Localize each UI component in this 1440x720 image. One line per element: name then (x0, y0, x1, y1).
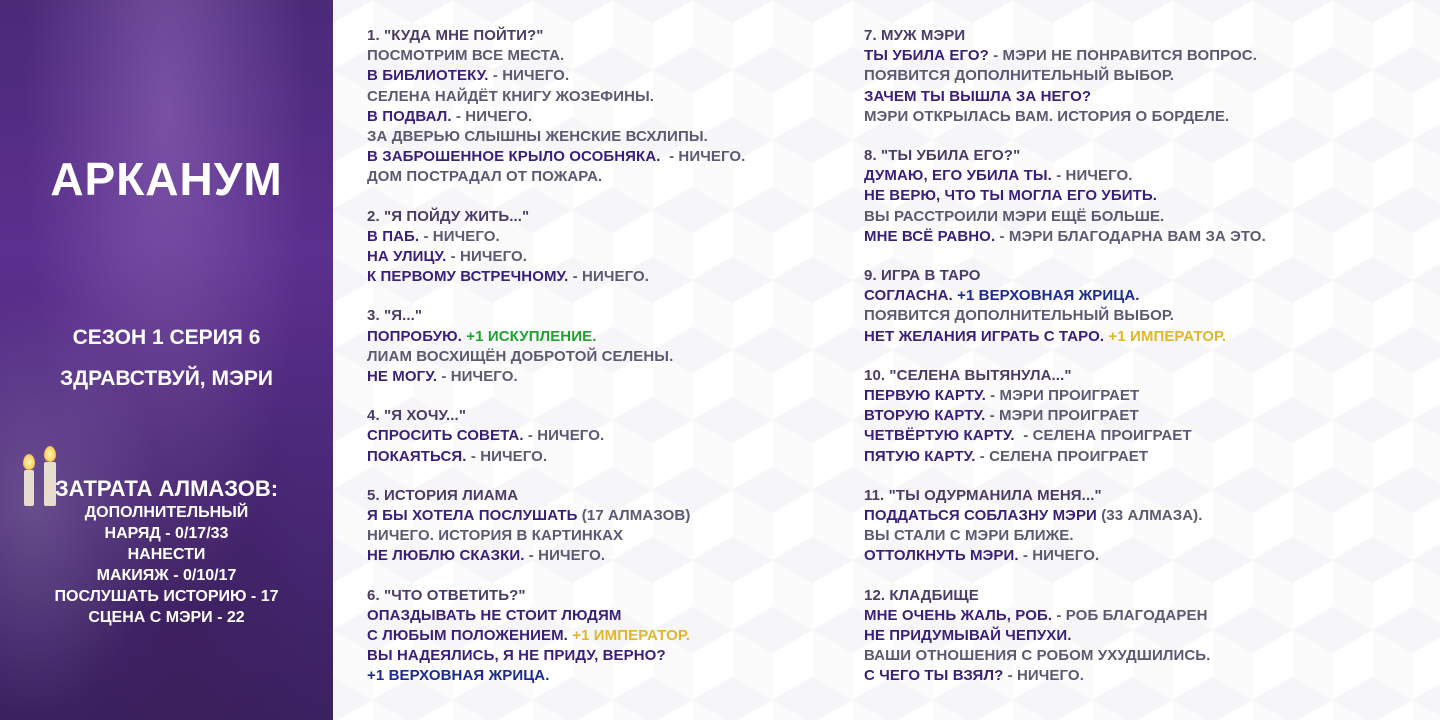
result-text: - НИЧЕГО. (568, 268, 650, 286)
choice-text: МНЕ ВСЁ РАВНО. (864, 227, 996, 245)
section-heading: 3. "Я..." (367, 307, 423, 325)
section-heading: 12. КЛАДБИЩЕ (864, 586, 979, 604)
result-text: ЗА ДВЕРЬЮ СЛЫШНЫ ЖЕНСКИЕ ВСХЛИПЫ. (367, 128, 708, 146)
section-heading: 9. ИГРА В ТАРО (864, 267, 981, 285)
result-text: - НИЧЕГО. (524, 547, 606, 565)
result-text: - НИЧЕГО. (451, 107, 533, 125)
choice-text: В ЗАБРОШЕННОЕ КРЫЛО ОСОБНЯКА. (367, 148, 661, 166)
section-12 (864, 586, 1424, 687)
choice-text: ДУМАЮ, ЕГО УБИЛА ТЫ. (864, 167, 1052, 185)
emperor-bonus: +1 ИМПЕРАТОР. (567, 627, 690, 645)
redemption-bonus: +1 ИСКУПЛЕНИЕ. (461, 327, 597, 345)
choice-text: ОПАЗДЫВАТЬ НЕ СТОИТ ЛЮДЯМ (367, 606, 622, 624)
section-heading: 2. "Я ПОЙДУ ЖИТЬ..." (367, 207, 530, 225)
season-label: СЕЗОН 1 СЕРИЯ 6 (72, 326, 261, 349)
result-text: - НИЧЕГО. (446, 248, 528, 266)
section-heading: 6. "ЧТО ОТВЕТИТЬ?" (367, 586, 526, 604)
choice-text: ПОКАЯТЬСЯ. (367, 447, 467, 465)
section-10 (864, 366, 1424, 467)
choice-text: НЕТ ЖЕЛАНИЯ ИГРАТЬ С ТАРО. (864, 327, 1105, 345)
result-text: (17 АЛМАЗОВ) (577, 507, 691, 525)
choice-text: ВТОРУЮ КАРТУ. (864, 407, 986, 425)
choice-text: СОГЛАСНА. (864, 287, 953, 305)
result-text: - НИЧЕГО. (1003, 667, 1084, 685)
result-text: ВАШИ ОТНОШЕНИЯ С РОБОМ УХУДШИЛИСЬ. (864, 647, 1211, 665)
section-heading: 4. "Я ХОЧУ..." (367, 407, 467, 425)
result-text: - НИЧЕГО. (488, 67, 570, 85)
choice-text: СПРОСИТЬ СОВЕТА. (367, 427, 524, 445)
section-9 (864, 266, 1424, 347)
result-text: ВЫ РАССТРОИЛИ МЭРИ ЕЩЁ БОЛЬШЕ. (864, 207, 1165, 225)
game-title: АРКАНУМ (50, 153, 283, 205)
section-heading: 5. ИСТОРИЯ ЛИАМА (367, 486, 519, 504)
episode-title: ЗДРАВСТВУЙ, МЭРИ (59, 367, 273, 390)
high-priestess-bonus: +1 ВЕРХОВНАЯ ЖРИЦА. (952, 287, 1140, 305)
emperor-bonus: +1 ИМПЕРАТОР. (1104, 327, 1227, 345)
section-11 (864, 486, 1424, 567)
result-text: ВЫ СТАЛИ С МЭРИ БЛИЖЕ. (864, 527, 1074, 545)
cost-line: НАНЕСТИ (127, 546, 206, 563)
high-priestess-bonus: +1 ВЕРХОВНАЯ ЖРИЦА. (367, 667, 550, 685)
section-5 (367, 486, 837, 567)
cost-line: МАКИЯЖ - 0/10/17 (96, 567, 237, 584)
result-text: - МЭРИ БЛАГОДАРНА ВАМ ЗА ЭТО. (995, 227, 1266, 245)
result-text: - НИЧЕГО. (660, 148, 746, 166)
diamond-cost-title: ЗАТРАТА АЛМАЗОВ: (54, 476, 279, 501)
result-text: - СЕЛЕНА ПРОИГРАЕТ (975, 447, 1149, 465)
choice-text: НЕ ПРИДУМЫВАЙ ЧЕПУХИ. (864, 627, 1072, 645)
choice-text: ОТТОЛКНУТЬ МЭРИ. (864, 547, 1019, 565)
choice-text: В ПАБ. (367, 227, 420, 245)
result-text: ПОЯВИТСЯ ДОПОЛНИТЕЛЬНЫЙ ВЫБОР. (864, 67, 1174, 85)
section-3 (367, 306, 837, 387)
section-heading: 10. "СЕЛЕНА ВЫТЯНУЛА..." (864, 366, 1072, 384)
cost-line: ДОПОЛНИТЕЛЬНЫЙ (84, 504, 249, 521)
cost-line: НАРЯД - 0/17/33 (104, 525, 229, 542)
section-heading: 8. "ТЫ УБИЛА ЕГО?" (864, 147, 1021, 165)
diamond-cost-block (0, 476, 333, 628)
result-text: - МЭРИ НЕ ПОНРАВИТСЯ ВОПРОС. (988, 47, 1257, 65)
section-heading: 7. МУЖ МЭРИ (864, 27, 966, 44)
choice-text: С ЛЮБЫМ ПОЛОЖЕНИЕМ. (367, 627, 568, 645)
choice-text: ПОПРОБУЮ. (367, 327, 462, 345)
result-text: СЕЛЕНА НАЙДЁТ КНИГУ ЖОЗЕФИНЫ. (367, 87, 655, 105)
result-text: - МЭРИ ПРОИГРАЕТ (985, 387, 1140, 405)
cost-line: СЦЕНА С МЭРИ - 22 (88, 609, 245, 626)
result-text: - НИЧЕГО. (1051, 167, 1133, 185)
walkthrough-panel (333, 0, 1440, 720)
choice-text: ПОДДАТЬСЯ СОБЛАЗНУ МЭРИ (864, 507, 1097, 525)
result-text: - СЕЛЕНА ПРОИГРАЕТ (1014, 427, 1192, 445)
section-1 (367, 26, 837, 188)
result-text: - НИЧЕГО. (419, 227, 500, 245)
choice-text: ЗАЧЕМ ТЫ ВЫШЛА ЗА НЕГО? (864, 87, 1092, 105)
choice-text: ВЫ НАДЕЯЛИСЬ, Я НЕ ПРИДУ, ВЕРНО? (367, 647, 666, 665)
section-heading: 11. "ТЫ ОДУРМАНИЛА МЕНЯ..." (864, 486, 1102, 504)
walkthrough-column-left (367, 26, 837, 706)
choice-text: ТЫ УБИЛА ЕГО? (864, 47, 989, 65)
result-text: - РОБ БЛАГОДАРЕН (1052, 606, 1208, 624)
choice-text: НЕ ВЕРЮ, ЧТО ТЫ МОГЛА ЕГО УБИТЬ. (864, 187, 1157, 205)
walkthrough-column-right (864, 26, 1424, 706)
choice-text: НЕ ЛЮБЛЮ СКАЗКИ. (367, 547, 525, 565)
result-text: - МЭРИ ПРОИГРАЕТ (985, 407, 1139, 425)
section-heading: 1. "КУДА МНЕ ПОЙТИ?" (367, 27, 544, 44)
section-7 (864, 26, 1424, 127)
choice-text: С ЧЕГО ТЫ ВЗЯЛ? (864, 667, 1004, 685)
result-text: (33 АЛМАЗА). (1096, 507, 1203, 525)
section-8 (864, 146, 1424, 247)
result-text: - НИЧЕГО. (1018, 547, 1100, 565)
result-text: МЭРИ ОТКРЫЛАСЬ ВАМ. ИСТОРИЯ О БОРДЕЛЕ. (864, 107, 1230, 125)
result-text: ПОСМОТРИМ ВСЕ МЕСТА. (367, 47, 565, 65)
section-2 (367, 207, 837, 288)
result-text: - НИЧЕГО. (437, 368, 518, 386)
section-4 (367, 406, 837, 467)
choice-text: В ПОДВАЛ. (367, 107, 452, 125)
choice-text: ЧЕТВЁРТУЮ КАРТУ. (864, 427, 1015, 445)
section-6 (367, 586, 837, 687)
result-text: ЛИАМ ВОСХИЩЁН ДОБРОТОЙ СЕЛЕНЫ. (367, 347, 674, 365)
result-text: ДОМ ПОСТРАДАЛ ОТ ПОЖАРА. (367, 168, 603, 186)
sidebar-panel (0, 0, 333, 720)
choice-text: НЕ МОГУ. (367, 368, 438, 386)
result-text: ПОЯВИТСЯ ДОПОЛНИТЕЛЬНЫЙ ВЫБОР. (864, 307, 1174, 325)
result-text: - НИЧЕГО. (523, 427, 605, 445)
choice-text: Я БЫ ХОТЕЛА ПОСЛУШАТЬ (367, 507, 578, 525)
choice-text: В БИБЛИОТЕКУ. (367, 67, 489, 85)
choice-text: НА УЛИЦУ. (367, 248, 447, 266)
choice-text: К ПЕРВОМУ ВСТРЕЧНОМУ. (367, 268, 569, 286)
choice-text: МНЕ ОЧЕНЬ ЖАЛЬ, РОБ. (864, 606, 1053, 624)
cost-line: ПОСЛУШАТЬ ИСТОРИЮ - 17 (54, 588, 279, 605)
result-text: НИЧЕГО. ИСТОРИЯ В КАРТИНКАХ (367, 527, 624, 545)
choice-text: ПЯТУЮ КАРТУ. (864, 447, 976, 465)
choice-text: ПЕРВУЮ КАРТУ. (864, 387, 986, 405)
result-text: - НИЧЕГО. (466, 447, 548, 465)
